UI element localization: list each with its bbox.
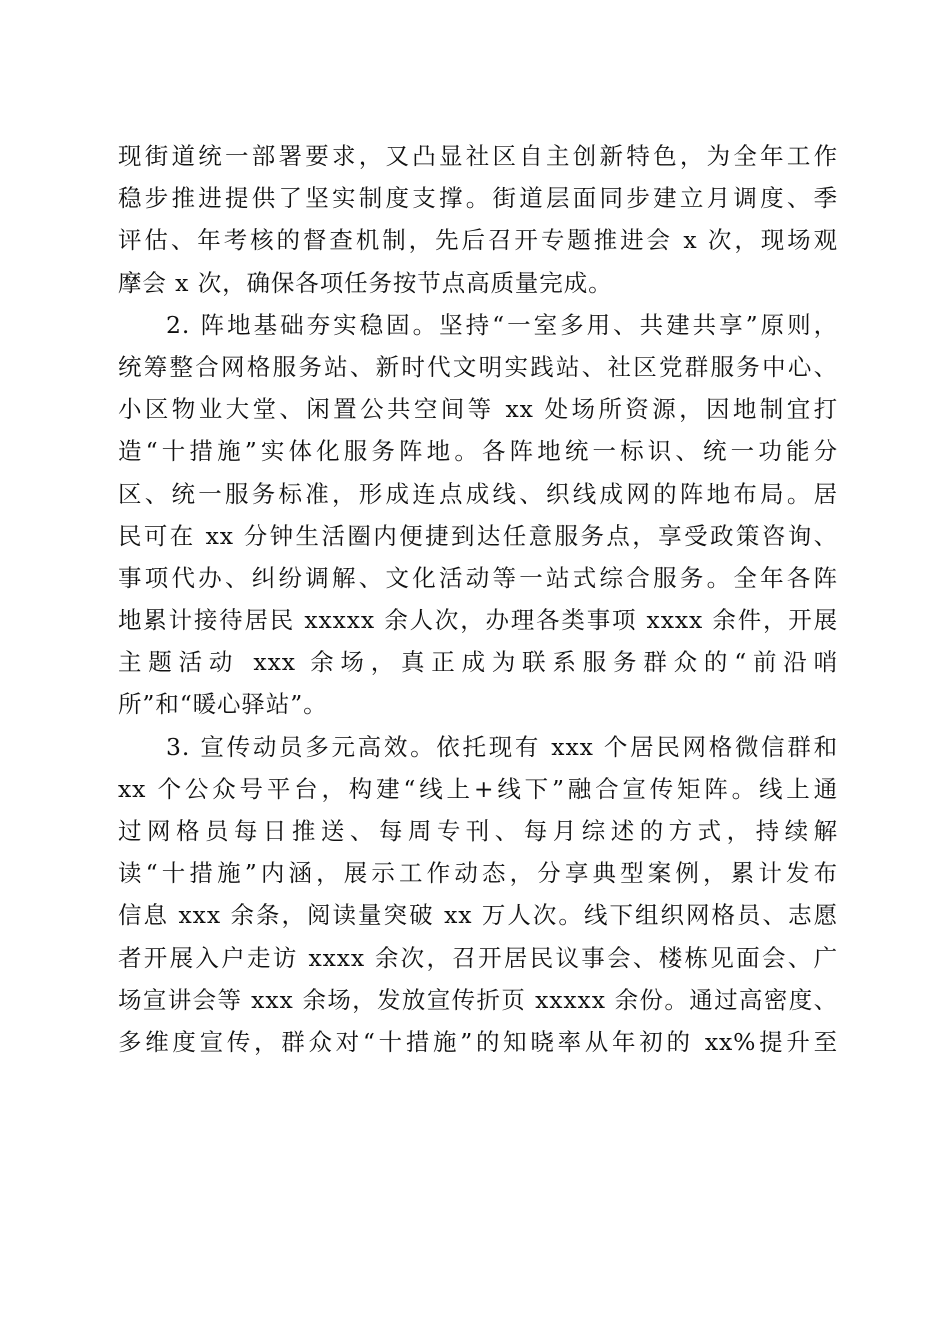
text-line: 者开展入户走访 xxxx 余次，召开居民议事会、楼栋见面会、广 xyxy=(118,943,838,972)
text-line: 现街道统一部署要求，又凸显社区自主创新特色，为全年工作 xyxy=(118,142,838,170)
text-line: 所”和“暖心驿站”。 xyxy=(118,690,328,719)
text-line: 读“十措施”内涵，展示工作动态，分享典型案例，累计发布 xyxy=(118,859,838,888)
text-line: 过网格员每日推送、每周专刊、每月综述的方式，持续解 xyxy=(118,817,838,845)
text-line: 信息 xxx 余条，阅读量突破 xx 万人次。线下组织网格员、志愿 xyxy=(118,901,838,930)
text-line: 多维度宣传，群众对“十措施”的知晓率从年初的 xx%提升至 xyxy=(118,1027,838,1056)
section-2-heading-line: 2. 阵地基础夯实稳固。坚持“一室多用、共建共享”原则， xyxy=(166,310,838,339)
text-line: 主题活动 xxx 余场，真正成为联系服务群众的“前沿哨 xyxy=(118,648,838,677)
document-body xyxy=(118,135,838,1063)
text-line: xx 个公众号平台，构建“线上+线下”融合宣传矩阵。线上通 xyxy=(118,774,838,803)
text-line: 民可在 xx 分钟生活圈内便捷到达任意服务点，享受政策咨询、 xyxy=(118,521,838,550)
text-line: 事项代办、纠纷调解、文化活动等一站式综合服务。全年各阵 xyxy=(118,563,838,592)
text-line: 摩会 x 次，确保各项任务按节点高质量完成。 xyxy=(118,268,613,297)
text-line: 区、统一服务标准，形成连点成线、织线成网的阵地布局。居 xyxy=(118,479,838,508)
text-line: 评估、年考核的督查机制，先后召开专题推进会 x 次，现场观 xyxy=(118,226,838,255)
text-line: 场宣讲会等 xxx 余场，发放宣传折页 xxxxx 余份。通过高密度、 xyxy=(118,985,838,1014)
text-line: 统筹整合网格服务站、新时代文明实践站、社区党群服务中心、 xyxy=(118,352,838,381)
section-3-heading-line: 3. 宣传动员多元高效。依托现有 xxx 个居民网格微信群和 xyxy=(166,732,838,761)
text-line: 小区物业大堂、闲置公共空间等 xx 处场所资源，因地制宜打 xyxy=(118,395,838,424)
text-line: 稳步推进提供了坚实制度支撑。街道层面同步建立月调度、季 xyxy=(118,184,838,213)
text-line: 造“十措施”实体化服务阵地。各阵地统一标识、统一功能分 xyxy=(118,437,838,466)
text-line: 地累计接待居民 xxxxx 余人次，办理各类事项 xxxx 余件，开展 xyxy=(118,606,838,635)
